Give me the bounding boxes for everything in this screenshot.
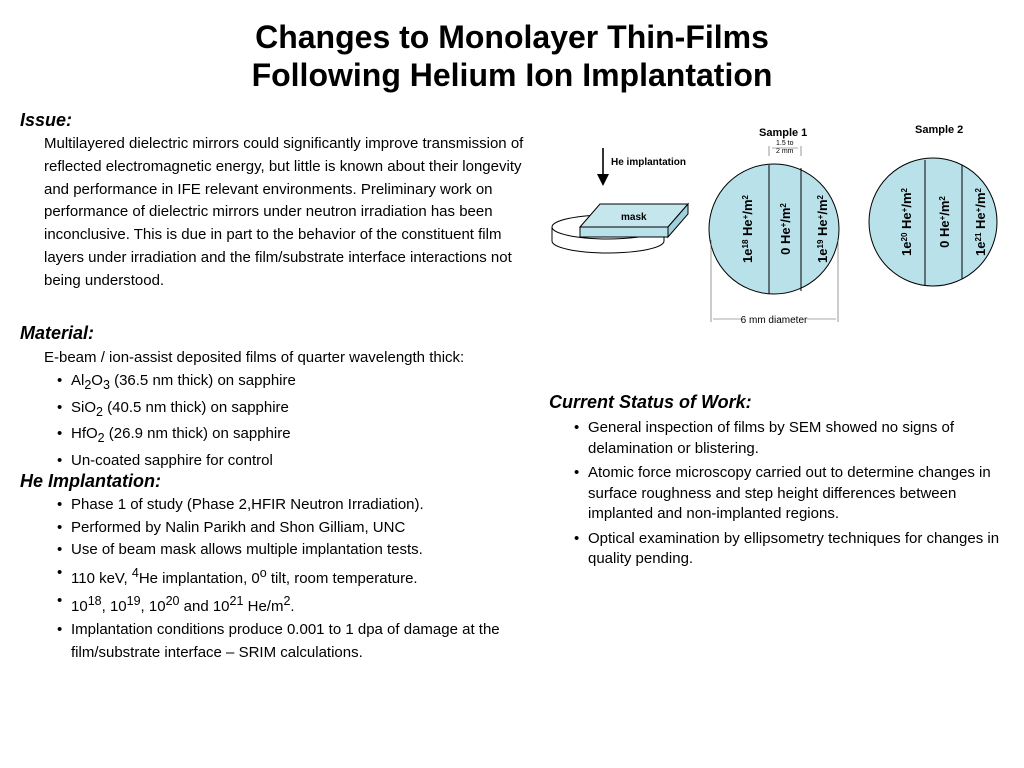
list-item: • SiO$_2$ (40.5 nm thick) on sapphire	[57, 397, 517, 424]
issue-heading: Issue:	[20, 110, 73, 130]
implantation-diagram	[540, 115, 1024, 335]
sample-2-disk	[869, 158, 997, 286]
gap-label-line-1: 1.5 to	[776, 140, 794, 147]
implantation-heading: He Implantation:	[20, 471, 162, 491]
diameter-label: 6 mm diameter	[740, 315, 808, 326]
beam-arrowhead	[597, 174, 609, 186]
list-item: • Optical examination by ellipsometry techniques for changes in quality pending.	[574, 529, 1014, 570]
beam-label: He implantation	[611, 157, 687, 168]
list-item: • 110 keV, $^4$He implantation, 0$^o$ tilt, room temperature.	[57, 562, 532, 591]
sample-1-disk	[709, 164, 839, 294]
list-item: • $Al_2O_3$ (36.5 nm thick) on sapphire	[57, 370, 517, 397]
list-item: • Implantation conditions produce 0.001 to 1 dpa of damage at the film/substrate interface – SRIM calculations.	[57, 619, 532, 664]
list-item: • Phase 1 of study (Phase 2,HFIR Neutron Irradiation).	[57, 494, 532, 517]
list-item: • Atomic force microscopy carried out to determine changes in surface roughness and step height differences between implanted and non-implanted regions.	[574, 463, 1014, 525]
sample-2-dose-2: 0 $He^+/m^2$	[937, 196, 952, 248]
page-title	[0, 18, 1024, 94]
material-intro: E-beam / ion-assist deposited films of quarter wavelength thick:	[44, 349, 465, 366]
implantation-list	[57, 494, 532, 664]
sample-2-label: Sample 2	[915, 124, 964, 136]
sample-2-dose-1: $1e^{20}$ $He^+/m^2$	[899, 188, 914, 256]
list-item: • $10^{18}$, $10^{19}$, $10^{20}$ and $10^{21}$ $He/m^2$.	[57, 590, 532, 619]
material-heading: Material:	[20, 323, 95, 343]
sample-1-dose-2: 0 $He^+/m^2$	[778, 203, 793, 255]
issue-text: Multilayered dielectric mirrors could significantly improve transmission of reflected electromagnetic energy, but little is known about their longevity and performance in IFE relevant environments. Preliminary work on performance of dielectric mirrors under neutron irradiation has been inconclusive. This is due in part to the behavior of the constituent film layers under irradiation and the film/substrate interface interactions not being understood.	[44, 135, 524, 289]
list-item: • HfO$_2$ (26.9 nm thick) on sapphire	[57, 423, 517, 450]
status-list	[574, 418, 1014, 574]
list-item: • Use of beam mask allows multiple implantation tests.	[57, 539, 532, 562]
list-item: • General inspection of films by SEM showed no signs of delamination or blistering.	[574, 418, 1014, 459]
mask-slab	[580, 204, 688, 237]
title-line-2: Following Helium Ion Implantation	[251, 57, 773, 93]
sample-1-label: Sample 1	[759, 127, 808, 139]
status-heading: Current Status of Work:	[549, 392, 752, 412]
sample-1-dose-1: $1e^{18}$ $He^+/m^2$	[740, 195, 755, 263]
gap-label-line-2: 2 mm	[776, 148, 794, 155]
sample-2-dose-3: $1e^{21}$ $He^+/m^2$	[973, 188, 988, 256]
title-line-1: Changes to Monolayer Thin-Films	[255, 19, 769, 55]
sample-1-dose-3: $1e^{19}$ $He^+/m^2$	[815, 195, 830, 263]
list-item: • Un-coated sapphire for control	[57, 450, 517, 473]
mask-label: mask	[621, 212, 647, 223]
list-item: • Performed by Nalin Parikh and Shon Gilliam, UNC	[57, 517, 532, 540]
material-list	[57, 370, 517, 472]
